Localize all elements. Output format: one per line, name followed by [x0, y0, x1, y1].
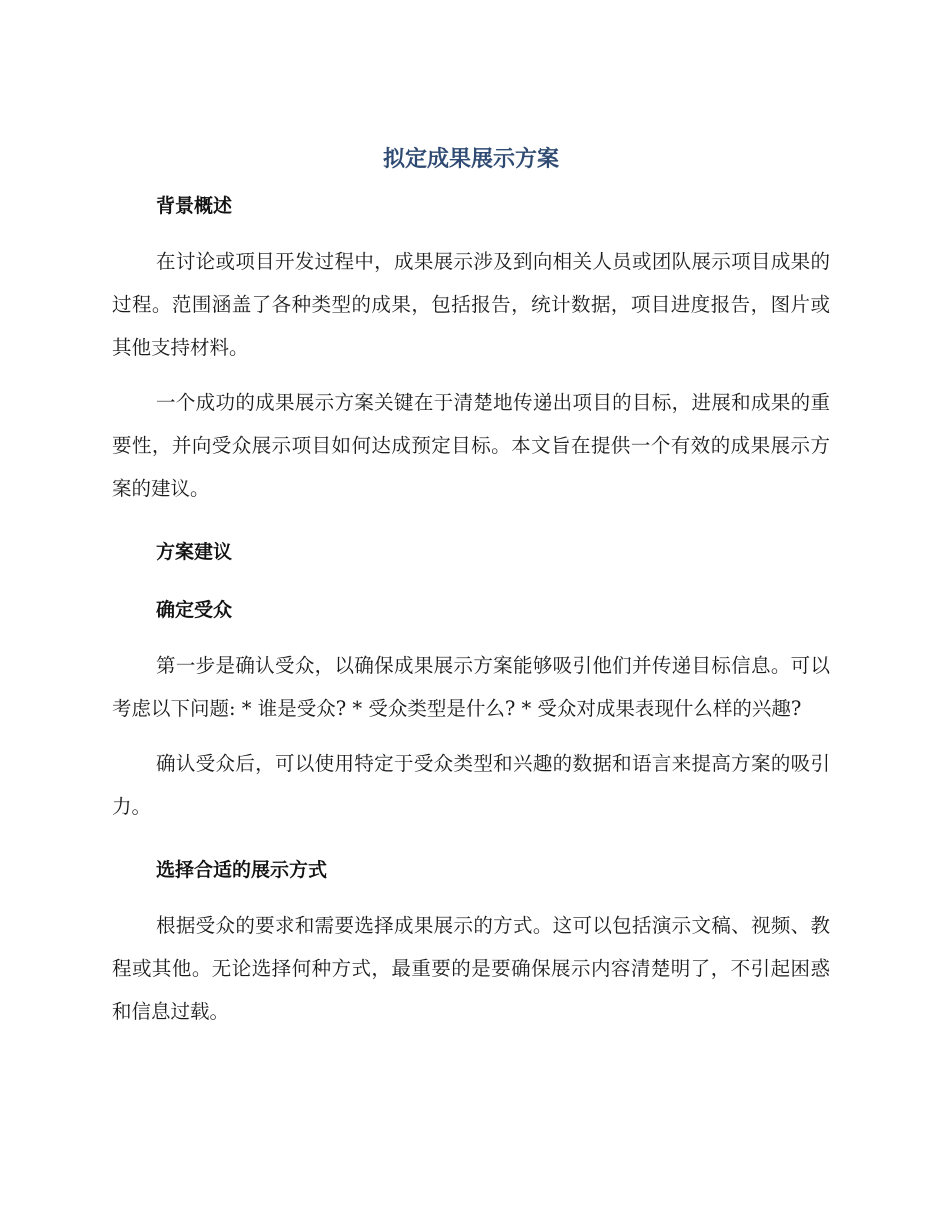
- paragraph-method-1: 根据受众的要求和需要选择成果展示的方式。这可以包括演示文稿、视频、教程或其他。无论选择何种方式，最重要的是要确保展示内容清楚明了，不引起困惑和信息过载。: [112, 914, 830, 1023]
- paragraph-audience-1: 第一步是确认受众，以确保成果展示方案能够吸引他们并传递目标信息。可以考虑以下问题: * 谁是受众? * 受众类型是什么? * 受众对成果表现什么样的兴趣?: [112, 654, 830, 720]
- section-heading-proposal: 方案建议: [156, 541, 233, 563]
- section-heading-method: 选择合适的展示方式: [156, 859, 328, 881]
- paragraph-background-1: 在讨论或项目开发过程中，成果展示涉及到向相关人员或团队展示项目成果的过程。范围涵盖了各种类型的成果，包括报告，统计数据，项目进度报告，图片或其他支持材料。: [112, 250, 830, 359]
- section-heading-background: 背景概述: [156, 195, 233, 217]
- paragraph-background-2: 一个成功的成果展示方案关键在于清楚地传递出项目的目标，进展和成果的重要性，并向受众展示项目如何达成预定目标。本文旨在提供一个有效的成果展示方案的建议。: [112, 391, 830, 500]
- paragraph-audience-2: 确认受众后，可以使用特定于受众类型和兴趣的数据和语言来提高方案的吸引力。: [112, 752, 830, 818]
- document-body: [112, 140, 830, 1033]
- section-heading-audience: 确定受众: [156, 599, 233, 621]
- document-title: 拟定成果展示方案: [382, 147, 559, 172]
